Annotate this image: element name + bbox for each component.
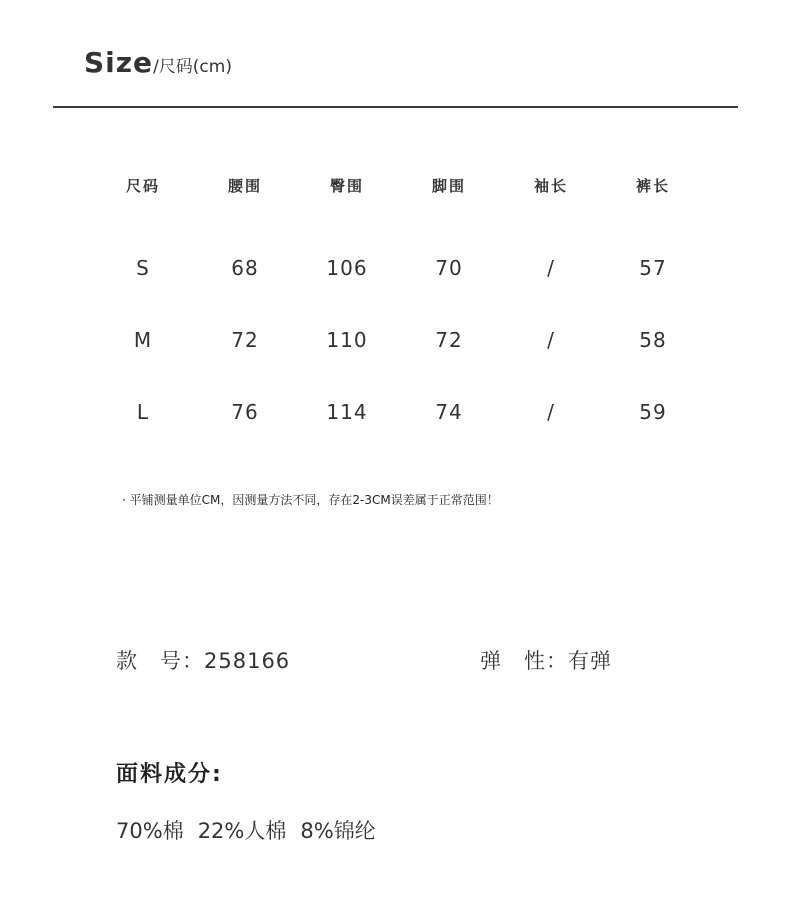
fabric-title: 面料成分: bbox=[116, 762, 223, 787]
table-cell: S bbox=[136, 256, 150, 280]
header-cell-size: 尺码 bbox=[125, 176, 160, 195]
table-cell: / bbox=[547, 328, 555, 352]
header-cell-leg-opening: 脚围 bbox=[431, 176, 466, 195]
table-row bbox=[92, 304, 712, 376]
elasticity-value: 有弹 bbox=[568, 649, 612, 673]
table-cell: 59 bbox=[639, 400, 667, 424]
table-cell: 58 bbox=[639, 328, 667, 352]
fabric-component: 22%人棉 bbox=[197, 819, 287, 843]
table-cell: 70 bbox=[435, 256, 463, 280]
table-cell: M bbox=[133, 328, 153, 352]
fabric-composition bbox=[116, 815, 390, 845]
elasticity-label: 弹 性： bbox=[480, 649, 568, 673]
page-title bbox=[84, 46, 232, 79]
header-cell-length: 裤长 bbox=[635, 176, 670, 195]
table-header-row bbox=[92, 160, 712, 210]
table-cell: 114 bbox=[326, 400, 368, 424]
table-cell: L bbox=[136, 400, 150, 424]
table-cell: 57 bbox=[639, 256, 667, 280]
size-table bbox=[92, 160, 712, 448]
table-cell: 76 bbox=[231, 400, 259, 424]
title-main: Size bbox=[84, 46, 154, 79]
fabric-component: 70%棉 bbox=[116, 819, 184, 843]
table-cell: / bbox=[547, 256, 555, 280]
table-cell: 68 bbox=[231, 256, 259, 280]
table-cell: 72 bbox=[435, 328, 463, 352]
title-unit: /尺码(cm) bbox=[153, 57, 232, 77]
measurement-note: · 平铺测量单位CM，因测量方法不同，存在2-3CM误差属于正常范围！ bbox=[122, 493, 499, 507]
table-cell: 110 bbox=[326, 328, 368, 352]
header-cell-sleeve: 袖长 bbox=[533, 176, 568, 195]
table-cell: / bbox=[547, 400, 555, 424]
style-number-value: 258166 bbox=[204, 649, 291, 673]
style-number-label: 款 号： bbox=[116, 649, 204, 673]
table-cell: 106 bbox=[326, 256, 368, 280]
table-cell: 74 bbox=[435, 400, 463, 424]
divider-line bbox=[53, 106, 738, 108]
table-row bbox=[92, 232, 712, 304]
header-cell-hip: 臀围 bbox=[329, 176, 364, 195]
fabric-component: 8%锦纶 bbox=[300, 819, 376, 843]
style-number bbox=[116, 645, 290, 675]
header-cell-waist: 腰围 bbox=[227, 176, 262, 195]
elasticity bbox=[480, 645, 612, 675]
table-row bbox=[92, 376, 712, 448]
table-cell: 72 bbox=[231, 328, 259, 352]
